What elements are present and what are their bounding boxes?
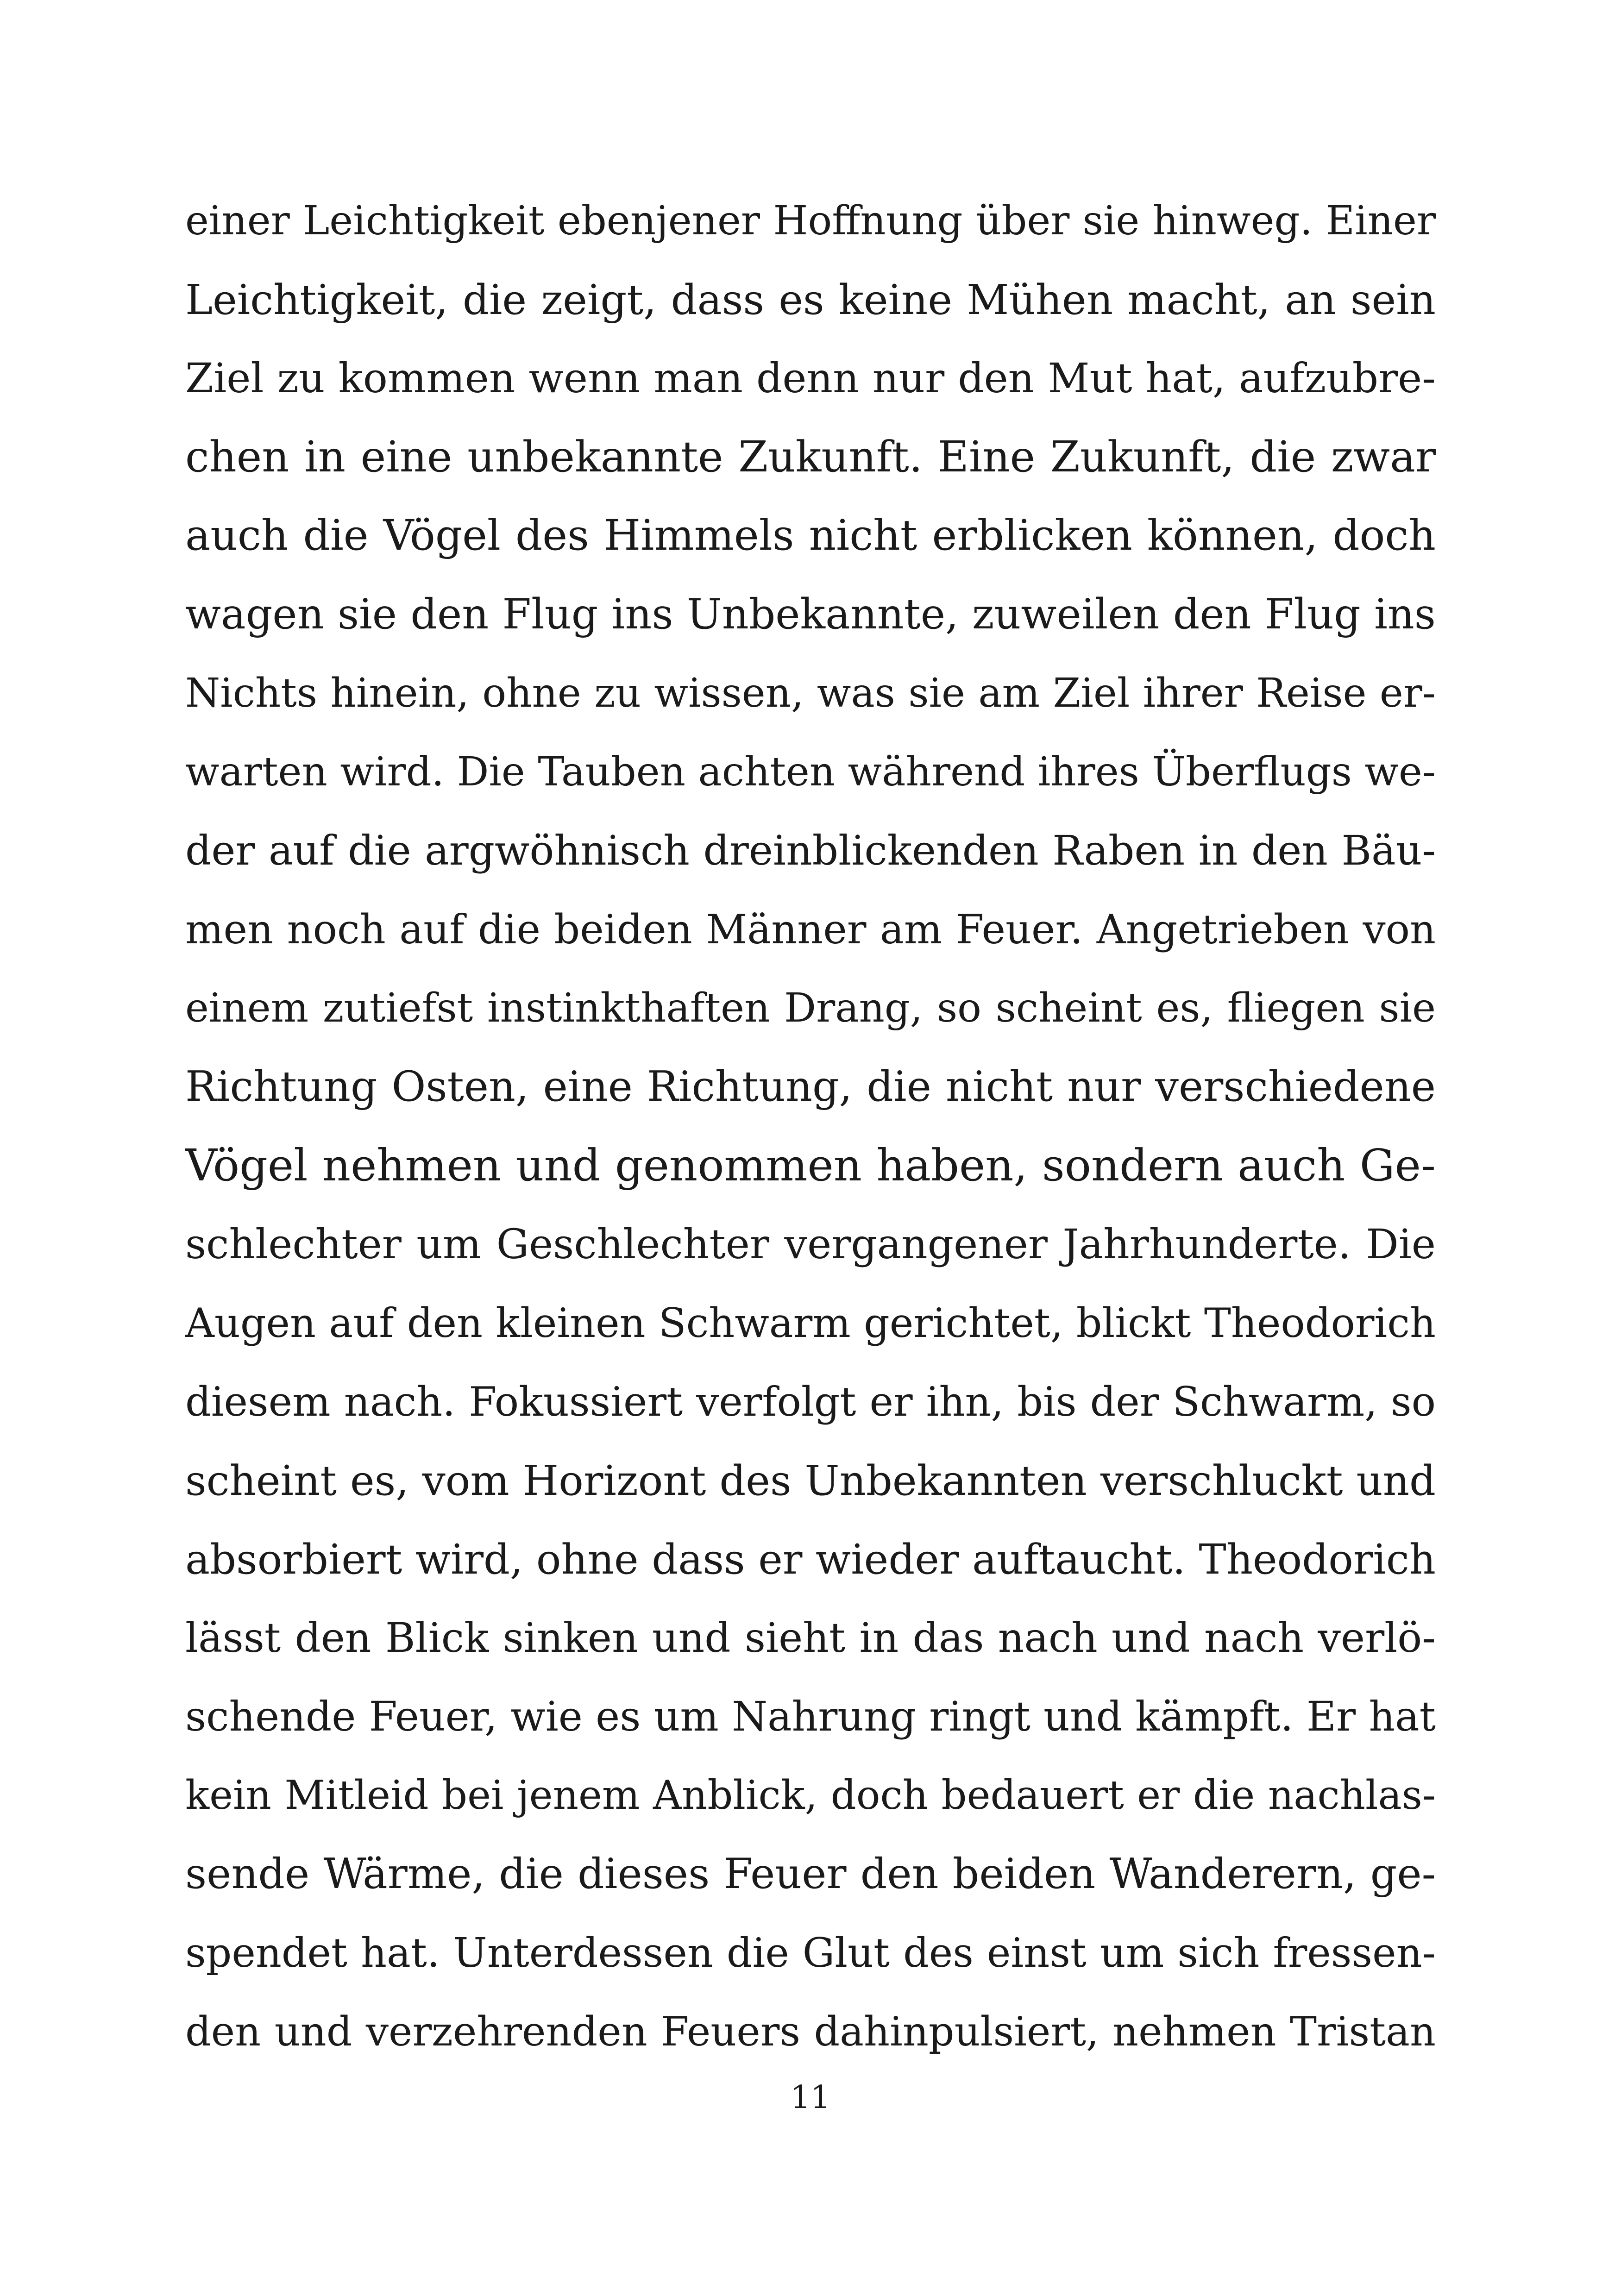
text-line: lässt den Blick sinken und sieht in das nach und nach verlö-: [185, 1614, 1436, 1662]
text-line: spendet hat. Unterdessen die Glut des einst um sich fressen-: [185, 1929, 1436, 1976]
text-line: schende Feuer, wie es um Nahrung ringt und kämpft. Er hat: [185, 1693, 1436, 1740]
text-line: sende Wärme, die dieses Feuer den beiden Wanderern, ge-: [185, 1850, 1436, 1898]
text-line: chen in eine unbekannte Zukunft. Eine Zukunft, die zwar: [185, 432, 1436, 482]
body-text: [185, 182, 1436, 2071]
text-line: Nichts hinein, ohne zu wissen, was sie am Ziel ihrer Reise er-: [185, 670, 1436, 716]
text-line: absorbiert wird, ohne dass er wieder auftaucht. Theodorich: [185, 1535, 1436, 1583]
text-line: einer Leichtigkeit ebenjener Hoffnung über sie hinweg. Einer: [185, 198, 1436, 244]
text-line: wagen sie den Flug ins Unbekannte, zuweilen den Flug ins: [185, 590, 1436, 639]
text-line: diesem nach. Fokussiert verfolgt er ihn, bis der Schwarm, so: [185, 1378, 1436, 1425]
text-line: Richtung Osten, eine Richtung, die nicht nur verschiedene: [185, 1062, 1436, 1111]
text-line: Vögel nehmen und genommen haben, sondern auch Ge-: [185, 1140, 1436, 1191]
text-line: Leichtigkeit, die zeigt, dass es keine Mühen macht, an sein: [185, 276, 1436, 324]
text-line: warten wird. Die Tauben achten während ihres Überflugs we-: [185, 749, 1436, 795]
text-line: der auf die argwöhnisch dreinblickenden Raben in den Bäu-: [185, 827, 1436, 874]
text-line: Ziel zu kommen wenn man denn nur den Mut hat, aufzubre-: [185, 354, 1436, 402]
text-line: schlechter um Geschlechter vergangener Jahrhunderte. Die: [185, 1220, 1436, 1268]
text-line: scheint es, vom Horizont des Unbekannten verschluckt und: [185, 1456, 1436, 1505]
text-line: auch die Vögel des Himmels nicht erblicken können, doch: [185, 511, 1436, 560]
text-line: den und verzehrenden Feuers dahinpulsiert, nehmen Tristan: [185, 2008, 1436, 2055]
page-number: 11: [790, 2079, 831, 2116]
text-line: einem zutiefst instinkthaften Drang, so scheint es, fliegen sie: [185, 985, 1436, 1031]
text-line: kein Mitleid bei jenem Anblick, doch bedauert er die nachlas-: [185, 1772, 1436, 1819]
text-line: Augen auf den kleinen Schwarm gerichtet, blickt Theodorich: [185, 1299, 1436, 1347]
text-line: men noch auf die beiden Männer am Feuer. Angetrieben von: [185, 906, 1436, 953]
